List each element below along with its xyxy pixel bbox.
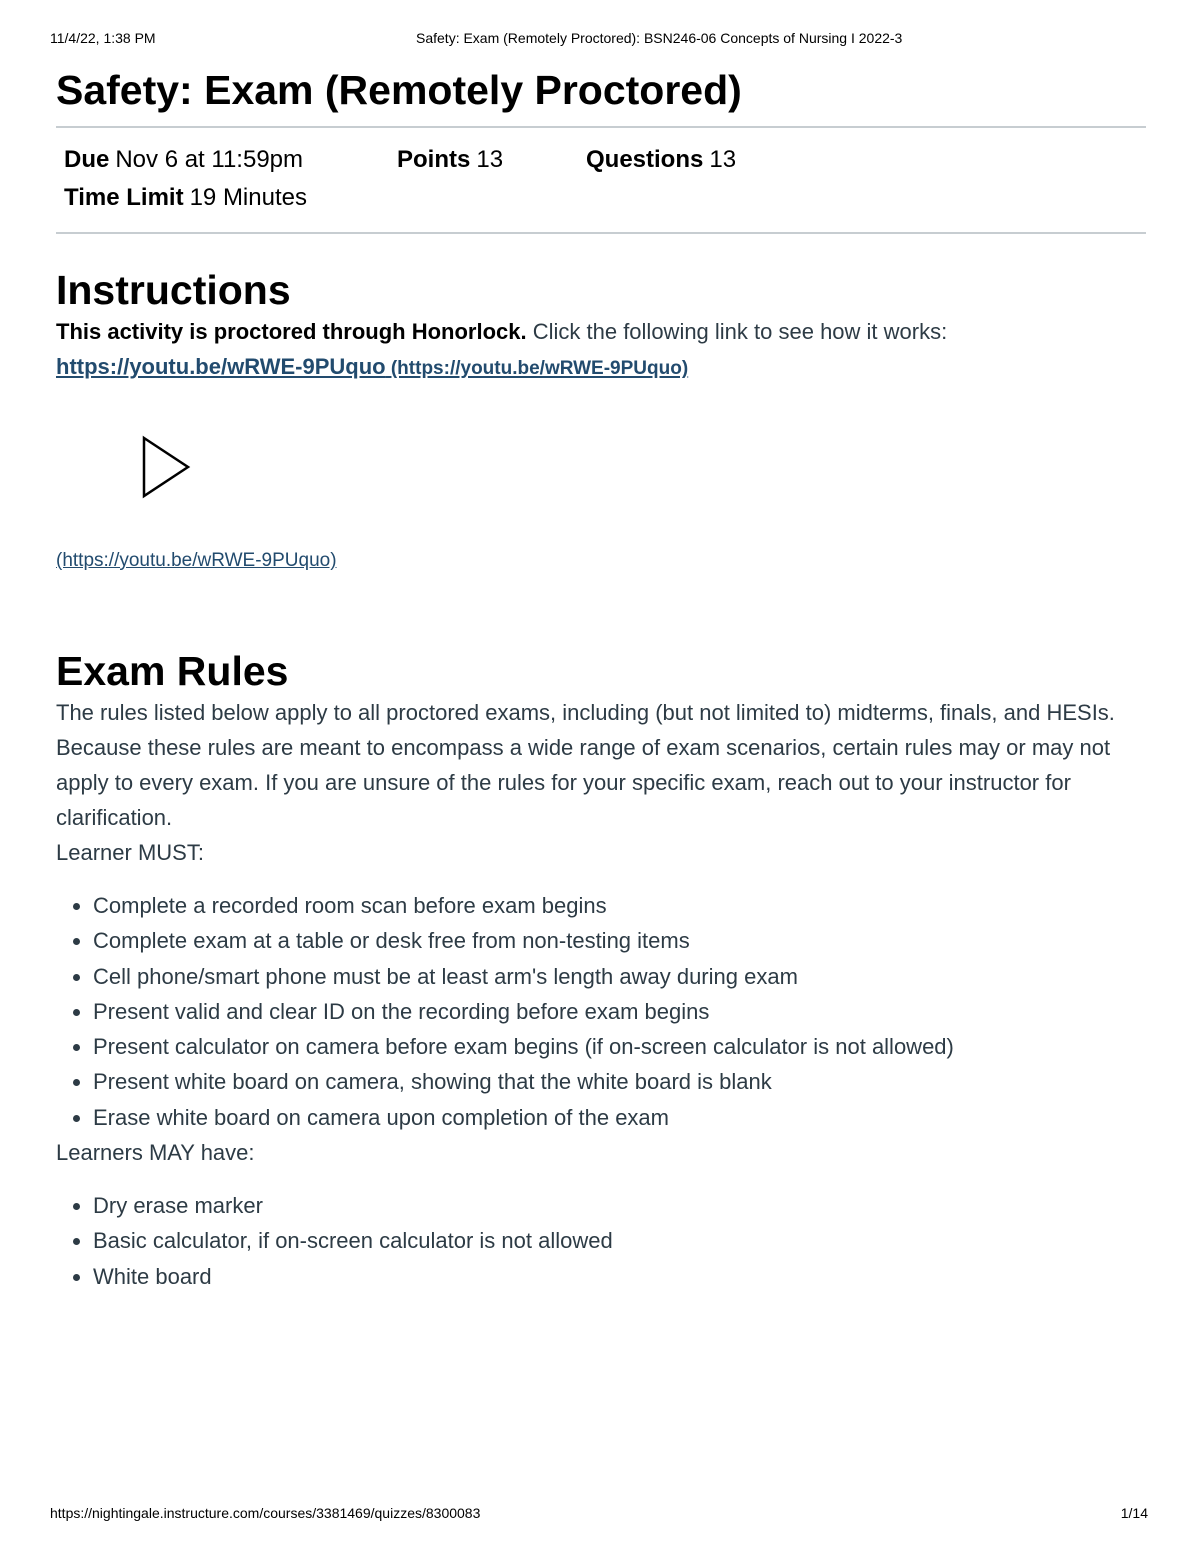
time-limit-detail [64, 184, 307, 212]
list-item: • Present calculator on camera before exam begins (if on-screen calculator is not allowed) [93, 1029, 1146, 1064]
time-limit-value: 19 Minutes [189, 184, 307, 211]
honorlock-paragraph [56, 314, 1146, 386]
video-embed[interactable] [142, 434, 192, 500]
print-url: https://nightingale.instructure.com/courses/3381469/quizzes/8300083 [50, 1505, 481, 1521]
play-icon[interactable] [142, 434, 192, 500]
due-detail [64, 146, 303, 174]
time-limit-label: Time Limit [64, 184, 184, 211]
honorlock-text: Click the following link to see how it works: [526, 319, 948, 344]
video-link[interactable] [56, 354, 688, 379]
points-detail [397, 146, 503, 174]
quiz-details [56, 128, 1146, 232]
due-label: Due [64, 146, 110, 173]
divider [56, 232, 1146, 234]
questions-label: Questions [586, 146, 704, 173]
list-item: • Cell phone/smart phone must be at least arm's length away during exam [93, 959, 1146, 994]
due-value: Nov 6 at 11:59pm [115, 146, 304, 173]
video-caption [56, 548, 1146, 574]
exam-rules-intro: The rules listed below apply to all proctored exams, including (but not limited to) midterms, finals, and HESIs. Because these rules are meant to encompass a wide range of exam scenarios, certain rules may or may not apply to every exam. If you are unsure of the rules for your specific exam, reach out to your instructor for clarification. [56, 700, 1115, 830]
list-item: • Complete a recorded room scan before exam begins [93, 888, 1146, 923]
video-caption-link[interactable]: (https://youtu.be/wRWE-9PUquo) [56, 550, 337, 571]
may-list [56, 1188, 1146, 1294]
main-content [56, 60, 1146, 1294]
list-item: • Erase white board on camera upon completion of the exam [93, 1100, 1146, 1135]
must-label: Learner MUST: [56, 840, 204, 865]
video-link-suffix: (https://youtu.be/wRWE-9PUquo) [385, 358, 689, 379]
video-link-text: https://youtu.be/wRWE-9PUquo [56, 354, 386, 379]
points-label: Points [397, 146, 471, 173]
list-item: • Present white board on camera, showing that the white board is blank [93, 1064, 1146, 1099]
print-page-title: Safety: Exam (Remotely Proctored): BSN246-06 Concepts of Nursing I 2022-3 [416, 30, 903, 46]
print-date: 11/4/22, 1:38 PM [50, 30, 156, 46]
points-value: 13 [476, 146, 504, 173]
must-list [56, 888, 1146, 1135]
questions-value: 13 [709, 146, 737, 173]
questions-detail [586, 146, 736, 174]
list-item: • Basic calculator, if on-screen calculator is not allowed [93, 1223, 1146, 1258]
list-item: • Dry erase marker [93, 1188, 1146, 1223]
exam-rules-heading: Exam Rules [56, 648, 289, 694]
print-footer [50, 1505, 1148, 1525]
list-item: • Present valid and clear ID on the recording before exam begins [93, 994, 1146, 1029]
instructions-heading: Instructions [56, 267, 291, 313]
page-number: 1/14 [1120, 1505, 1148, 1521]
may-label: Learners MAY have: [56, 1140, 255, 1166]
print-header [50, 30, 1150, 50]
list-item: • Complete exam at a table or desk free from non-testing items [93, 923, 1146, 958]
page-title: Safety: Exam (Remotely Proctored) [56, 67, 742, 113]
list-item: • White board [93, 1259, 1146, 1294]
honorlock-bold-text: This activity is proctored through Honorlock. [56, 319, 527, 344]
